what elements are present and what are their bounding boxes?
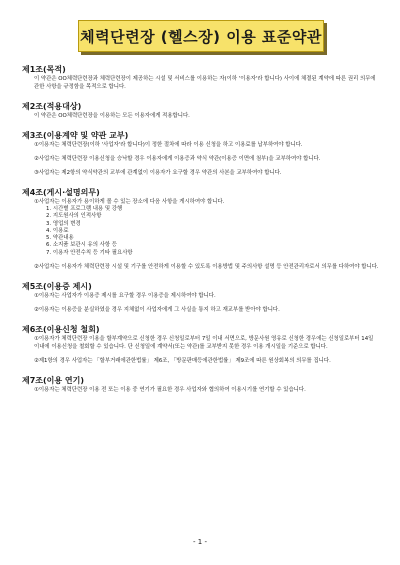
list-item: 3. 영업의 변경 [46,220,81,227]
list-item: 4. 이용료 [46,227,69,234]
article-heading: 제7조(이용 연기) [22,376,85,386]
list-item: 1. 시간별 프로그램 내용 및 강행 [46,206,123,212]
article-paragraph: ①이용자가 체력단련장 이용을 할부계약으로 신청한 경우 신청일로부터 7일 이내 서면으로, 방문사원 영유로 신청한 경우에는 신청일로부터 14일 이내에 이용신청을 철회할 수 있습니다. 단 신청일에 계약서(또는 약관)를 교부받지 못한 경우 이용 개시일을 기준으로 합니다. [34,336,374,351]
article-paragraph: ②사업자는 체력단련장 이용신청을 승낙할 경우 이용자에게 이용증과 약식 약관(이용증 이면에 첨부)을 교부하여야 합니다. [34,156,321,162]
article-1 [22,64,384,91]
article-heading: 제2조(적용대상) [22,102,82,111]
document-body [22,64,384,394]
document-title: 체력단련장 (헬스장) 이용 표준약관 [80,27,322,46]
article-heading: 제6조(이용신청 철회) [22,325,100,335]
article-paragraph: ①이용자는 체력단련장(이하 '사업자'라 합니다)이 정한 절차에 따라 이용 신청을 하고 이용료를 납부하여야 합니다. [34,142,303,148]
article-heading: 제5조(이용증 제시) [22,282,92,292]
article-paragraph: ③사업자는 제2항의 약식약관의 교부에 관계없이 이용자가 요구할 경우 약관의 사본을 교부하여야 합니다. [34,170,282,176]
article-2 [22,101,384,120]
article-heading: 제1조(목적) [22,65,66,74]
article-heading: 제3조(이용계약 및 약관 교부) [22,131,129,140]
article-paragraph: 이 약관은 OO체력단련장과 체력단련장이 제공하는 시설 및 서비스를 이용하는 자(이하 '이용자'라 합니다) 사이에 체결된 계약에 따른 권리 의무에 관한 사항을 규정함을 목적으로 합니다. [34,76,376,90]
article-7 [22,375,384,394]
article-paragraph: ②사업자는 이용자가 체력단련장 시설 및 기구를 안전하게 이용할 수 있도록 이용방법 및 주의사항 설명 등 안전관리자로서 의무를 다하여야 합니다. [34,264,379,271]
list-item: 7. 이용자 안전수칙 등 기타 필요사항 [46,249,133,256]
title-box [78,20,324,52]
list-item: 5. 약관내용 [46,235,74,242]
list-item: 2. 지도원사의 인적사항 [46,213,102,220]
article-paragraph: ①이용자는 체력단련장 이용 전 또는 이용 중 연기가 필요한 경우 사업자와 협의하여 이용시기를 연기할 수 있습니다. [34,387,306,394]
article-paragraph: ②제1항의 경우 사업자는 「할부거래에관한법률」 제6조, 「방문판매등에관한법률」 제9조에 따른 원상회복의 의무를 집니다. [34,358,331,365]
article-6 [22,324,384,365]
article-heading: 제4조(게시·설명의무) [22,188,100,197]
article-paragraph: 이 약관은 OO체력단련장을 이용하는 모든 이용자에게 적용합니다. [34,113,190,119]
article-5 [22,281,384,314]
article-paragraph: ②이용자는 이용증을 분실하였을 경우 지체없이 사업자에게 그 사실을 통지 하고 재교부를 받아야 합니다. [34,307,280,314]
article-paragraph: ①이용자는 사업자가 이용증 제시를 요구할 경우 이용증을 제시하여야 합니다. [34,293,216,300]
article-3 [22,130,384,177]
page-number: - 1 - [193,538,207,546]
article-4 [22,187,384,271]
posting-items-list [22,206,384,257]
article-paragraph: ①사업자는 이용자가 용이하게 볼 수 있는 장소에 다음 사항을 게시하여야 합니다. [34,199,225,205]
list-item: 6. 소지품 보관시 유의 사항 등 [46,242,117,249]
